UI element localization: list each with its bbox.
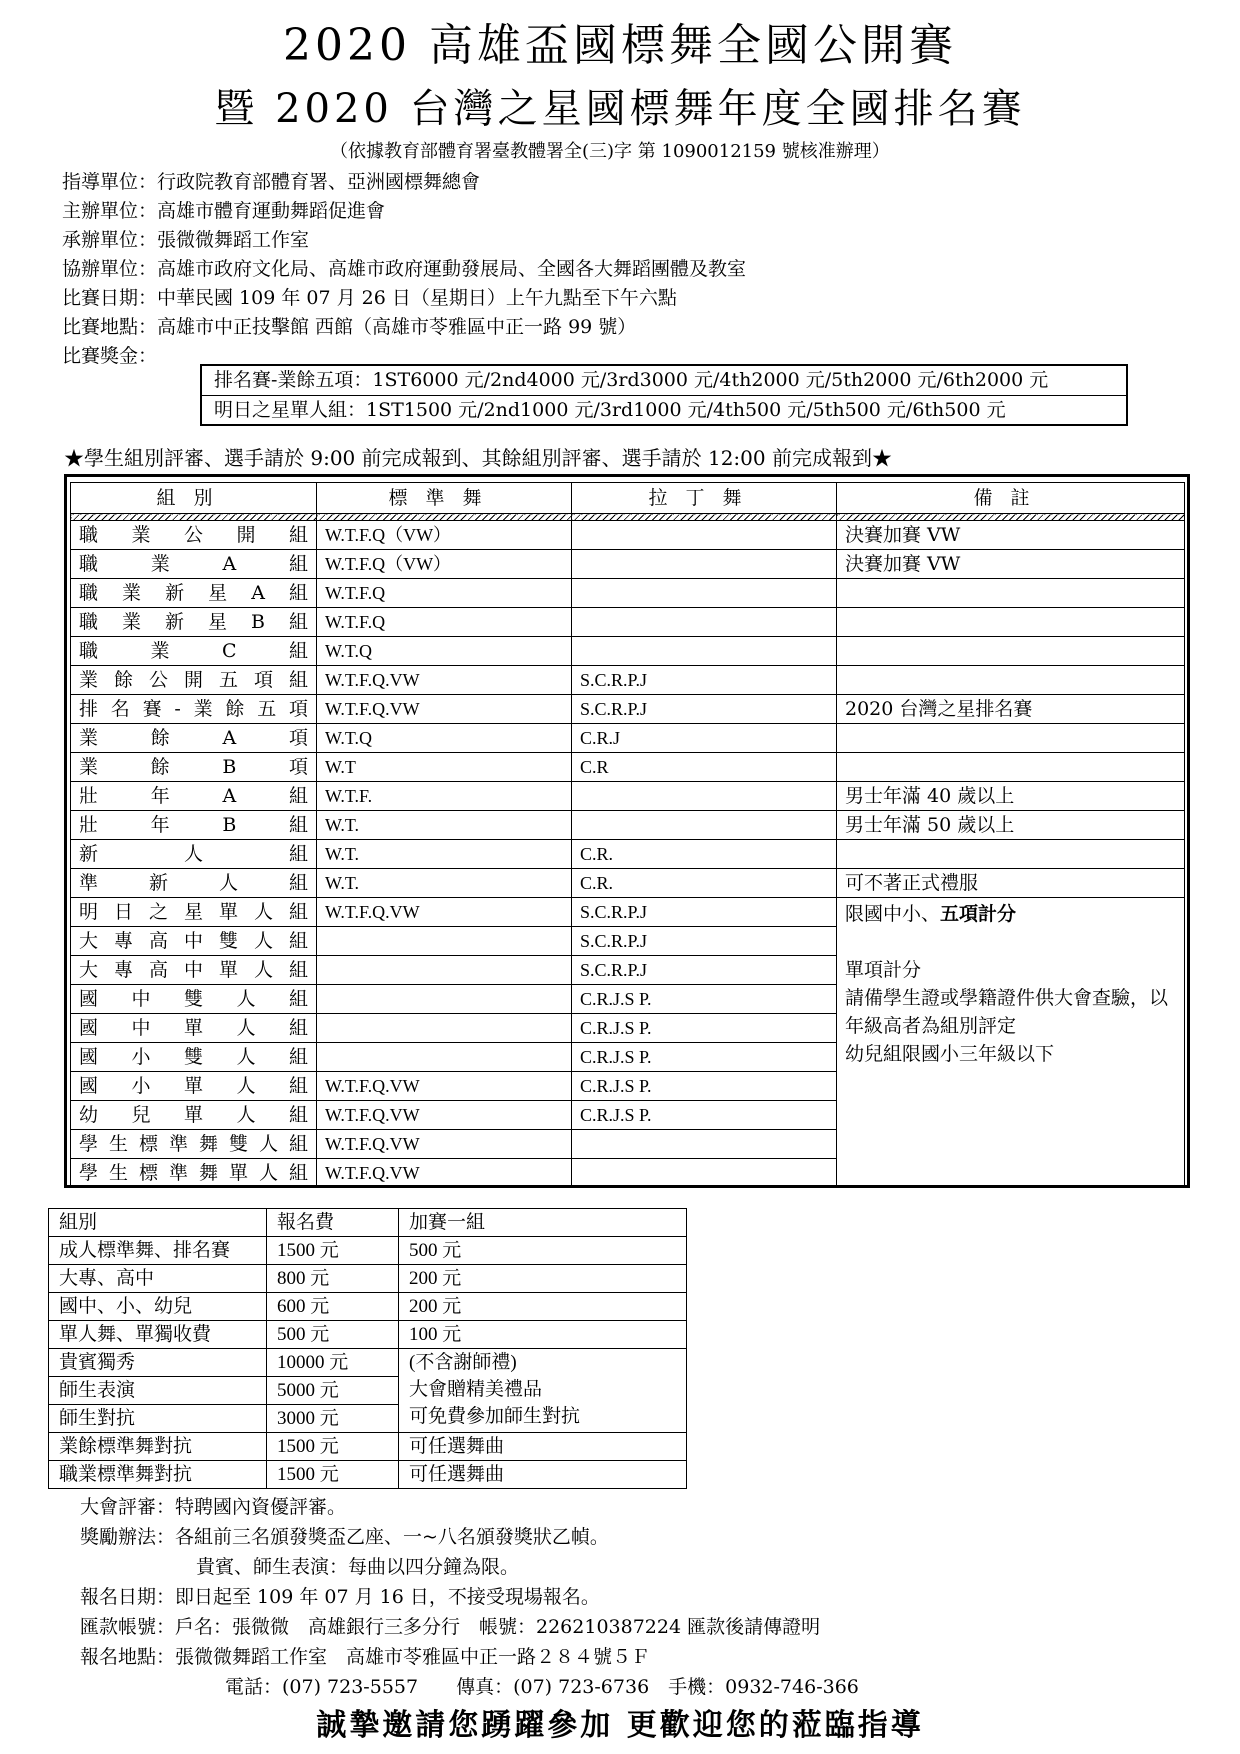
latin-cell: S.C.R.P.J [572,666,837,695]
latin-cell [572,608,837,637]
note-cell [837,608,1185,637]
note-line: 單項計分 [845,959,922,981]
latin-cell: S.C.R.P.J [572,898,837,927]
fee-extra-line: (不含謝師禮) [409,1352,517,1373]
info-value: 張微微舞蹈工作室 [157,229,310,251]
header-note: 備註 [837,483,1185,514]
table-row [71,724,1185,753]
fee-extra: 200 元 [399,1265,687,1293]
info-label: 承辦單位： [62,229,158,251]
group-cell: 學生標準舞單人組 [71,1159,317,1188]
note-line: 幼兒組限國小三年級以下 [845,1043,1055,1065]
table-row [71,782,1185,811]
note-cell: 2020 台灣之星排名賽 [837,695,1185,724]
table-row [71,898,1185,927]
info-row [62,313,746,342]
fee-extra: 可任選舞曲 [399,1461,687,1489]
latin-cell: C.R.J.S P. [572,1014,837,1043]
bank-account-line: 匯款帳號：戶名：張微微 高雄銀行三多分行 帳號：226210387224 匯款後請傳證明 [80,1616,821,1638]
latin-cell [572,782,837,811]
info-row [62,226,746,255]
header-divider [71,514,1185,521]
standard-cell [317,1014,572,1043]
note-spacer [845,928,1176,956]
group-cell: 業餘B項 [71,753,317,782]
standard-cell [317,1043,572,1072]
prize-rising-star: 明日之星單人組：1ST1500 元/2nd1000 元/3rd1000 元/4th500 元/5th500 元/6th500 元 [214,399,1006,421]
fee-amount: 10000 元 [267,1349,399,1377]
fee-group: 業餘標準舞對抗 [49,1433,267,1461]
standard-cell [317,956,572,985]
fee-amount: 5000 元 [267,1377,399,1405]
table-row [71,521,1185,550]
note-cell [837,579,1185,608]
info-row [62,284,746,313]
table-row [71,550,1185,579]
event-info [62,168,746,371]
info-value: 高雄市政府文化局、高雄市政府運動發展局、全國各大舞蹈團體及教室 [157,258,747,280]
standard-cell: W.T.F.Q.VW [317,898,572,927]
latin-cell: C.R.J.S P. [572,1043,837,1072]
latin-cell: C.R.J.S P. [572,1072,837,1101]
fee-group: 單人舞、單獨收費 [49,1321,267,1349]
standard-cell [317,927,572,956]
standard-cell: W.T. [317,869,572,898]
fee-row [49,1321,687,1349]
note-bold-text: 五項計分 [940,903,1017,925]
performance-line: 貴賓、師生表演：每曲以四分鐘為限。 [196,1556,520,1578]
footer-info [80,1492,859,1702]
latin-cell: S.C.R.P.J [572,927,837,956]
latin-cell: C.R. [572,869,837,898]
info-row [62,197,746,226]
latin-cell [572,1159,837,1188]
standard-cell: W.T.F.Q [317,579,572,608]
info-value: 行政院教育部體育署、亞洲國標舞總會 [157,171,481,193]
latin-cell [572,637,837,666]
fee-row [49,1461,687,1489]
fee-amount: 600 元 [267,1293,399,1321]
info-label: 比賽地點： [62,316,158,338]
latin-cell [572,521,837,550]
table-header-row [71,483,1185,514]
page-title: 2020 高雄盃國標舞全國公開賽 [283,20,957,71]
standard-cell: W.T.F.Q（VW） [317,550,572,579]
table-row [71,579,1185,608]
note-line [845,900,1176,928]
group-cell: 學生標準舞雙人組 [71,1130,317,1159]
fee-table [48,1208,687,1489]
info-row [62,255,746,284]
group-cell: 職業A組 [71,550,317,579]
judges-line: 大會評審：特聘國內資優評審。 [80,1496,347,1518]
latin-cell: C.R [572,753,837,782]
standard-cell: W.T. [317,840,572,869]
note-cell [837,666,1185,695]
events-table [70,482,1185,1188]
table-row [71,869,1185,898]
fee-row [49,1265,687,1293]
standard-cell: W.T.F.Q [317,608,572,637]
note-cell: 男士年滿 40 歲以上 [837,782,1185,811]
group-cell: 業餘公開五項組 [71,666,317,695]
group-cell: 國中單人組 [71,1014,317,1043]
fee-header-extra: 加賽一組 [399,1209,687,1237]
fee-group: 師生對抗 [49,1405,267,1433]
fee-group: 師生表演 [49,1377,267,1405]
standard-cell: W.T.F. [317,782,572,811]
group-cell: 職業C組 [71,637,317,666]
latin-cell [572,1130,837,1159]
header-group: 組別 [71,483,317,514]
registration-place-line: 報名地點：張微微舞蹈工作室 高雄市苓雅區中正一路２８４號５Ｆ [80,1646,651,1668]
group-cell: 明日之星單人組 [71,898,317,927]
latin-cell: C.R.J [572,724,837,753]
fee-header-group: 組別 [49,1209,267,1237]
group-cell: 排名賽-業餘五項 [71,695,317,724]
standard-cell: W.T.F.Q.VW [317,1101,572,1130]
fee-amount: 500 元 [267,1321,399,1349]
fee-extra: 200 元 [399,1293,687,1321]
standard-cell: W.T.F.Q.VW [317,1130,572,1159]
latin-cell [572,579,837,608]
group-cell: 職業公開組 [71,521,317,550]
group-cell: 職業新星B組 [71,608,317,637]
group-cell: 職業新星A組 [71,579,317,608]
group-cell: 大專高中單人組 [71,956,317,985]
prize-box [200,364,1128,426]
note-text: 限國中小、 [845,903,941,925]
fee-extra: 可任選舞曲 [399,1433,687,1461]
group-cell: 國小雙人組 [71,1043,317,1072]
group-cell: 幼兒單人組 [71,1101,317,1130]
fee-extra-line: 可免費參加師生對抗 [409,1406,581,1427]
info-label: 比賽獎金： [62,345,158,367]
prize-ranking: 排名賽-業餘五項：1ST6000 元/2nd4000 元/3rd3000 元/4th2000 元/5th2000 元/6th2000 元 [202,366,1126,396]
latin-cell: S.C.R.P.J [572,956,837,985]
table-row [71,608,1185,637]
info-value: 高雄市體育運動舞蹈促進會 [157,200,386,222]
fee-group: 職業標準舞對抗 [49,1461,267,1489]
latin-cell: C.R. [572,840,837,869]
checkin-notice: ★學生組別評審、選手請於 9:00 前完成報到、其餘組別評審、選手請於 12:00 前完成報到★ [64,446,892,470]
group-cell: 準新人組 [71,869,317,898]
registration-date-line: 報名日期：即日起至 109 年 07 月 16 日，不接受現場報名。 [80,1586,600,1608]
table-row [71,811,1185,840]
fee-header-fee: 報名費 [267,1209,399,1237]
group-cell: 業餘A項 [71,724,317,753]
table-row [71,695,1185,724]
fee-row [49,1293,687,1321]
fee-extra-line: 大會贈精美禮品 [409,1379,543,1400]
page-subtitle: 暨 2020 台灣之星國標舞年度全國排名賽 [214,86,1026,132]
fee-group: 國中、小、幼兒 [49,1293,267,1321]
standard-cell: W.T. [317,811,572,840]
note-cell [837,840,1185,869]
info-value: 中華民國 109 年 07 月 26 日（星期日）上午九點至下午六點 [157,287,677,309]
closing-invitation: 誠摯邀請您踴躍參加 更歡迎您的蒞臨指導 [316,1708,924,1743]
fee-group: 成人標準舞、排名賽 [49,1237,267,1265]
header-latin: 拉丁舞 [572,483,837,514]
standard-cell [317,985,572,1014]
fee-row [49,1349,687,1377]
standard-cell: W.T.Q [317,637,572,666]
awards-line: 獎勵辦法：各組前三名頒發獎盃乙座、一~八名頒發獎狀乙幀。 [80,1526,609,1548]
fee-amount: 3000 元 [267,1405,399,1433]
fee-header-row [49,1209,687,1237]
group-cell: 大專高中雙人組 [71,927,317,956]
note-cell: 決賽加賽 VW [837,521,1185,550]
contact-line: 電話：(07) 723-5557 傳真：(07) 723-6736 手機：0932-746-366 [225,1676,859,1698]
fee-row [49,1237,687,1265]
standard-cell: W.T.F.Q（VW） [317,521,572,550]
standard-cell: W.T.F.Q.VW [317,695,572,724]
note-line: 請備學生證或學籍證件供大會查驗，以年級高者為組別評定 [845,987,1169,1037]
approval-note: （依據教育部體育署臺教體署全(三)字 第 1090012159 號核准辦理） [330,141,890,162]
student-note-cell [837,898,1185,1188]
note-cell [837,637,1185,666]
standard-cell: W.T.F.Q.VW [317,1072,572,1101]
group-cell: 壯年B組 [71,811,317,840]
group-cell: 新人組 [71,840,317,869]
fee-amount: 1500 元 [267,1461,399,1489]
table-row [71,840,1185,869]
header-standard: 標準舞 [317,483,572,514]
latin-cell: S.C.R.P.J [572,695,837,724]
latin-cell: C.R.J.S P. [572,985,837,1014]
table-row [71,666,1185,695]
standard-cell: W.T.F.Q.VW [317,1159,572,1188]
group-cell: 國小單人組 [71,1072,317,1101]
fee-group: 大專、高中 [49,1265,267,1293]
note-cell: 可不著正式禮服 [837,869,1185,898]
fee-extra: 500 元 [399,1237,687,1265]
fee-extra-merged [399,1349,687,1433]
info-label: 主辦單位： [62,200,158,222]
info-value: 高雄市中正技擊館 西館（高雄市苓雅區中正一路 99 號） [157,316,637,338]
fee-group: 貴賓獨秀 [49,1349,267,1377]
latin-cell: C.R.J.S P. [572,1101,837,1130]
note-cell: 男士年滿 50 歲以上 [837,811,1185,840]
standard-cell: W.T.F.Q.VW [317,666,572,695]
group-cell: 壯年A組 [71,782,317,811]
latin-cell [572,811,837,840]
group-cell: 國中雙人組 [71,985,317,1014]
fee-row [49,1433,687,1461]
note-cell [837,753,1185,782]
fee-extra: 100 元 [399,1321,687,1349]
standard-cell: W.T.Q [317,724,572,753]
info-label: 比賽日期： [62,287,158,309]
latin-cell [572,550,837,579]
standard-cell: W.T [317,753,572,782]
fee-amount: 800 元 [267,1265,399,1293]
info-label: 協辦單位： [62,258,158,280]
info-label: 指導單位： [62,171,158,193]
fee-amount: 1500 元 [267,1237,399,1265]
table-row [71,637,1185,666]
note-cell: 決賽加賽 VW [837,550,1185,579]
table-row [71,753,1185,782]
fee-amount: 1500 元 [267,1433,399,1461]
note-cell [837,724,1185,753]
info-row [62,168,746,197]
